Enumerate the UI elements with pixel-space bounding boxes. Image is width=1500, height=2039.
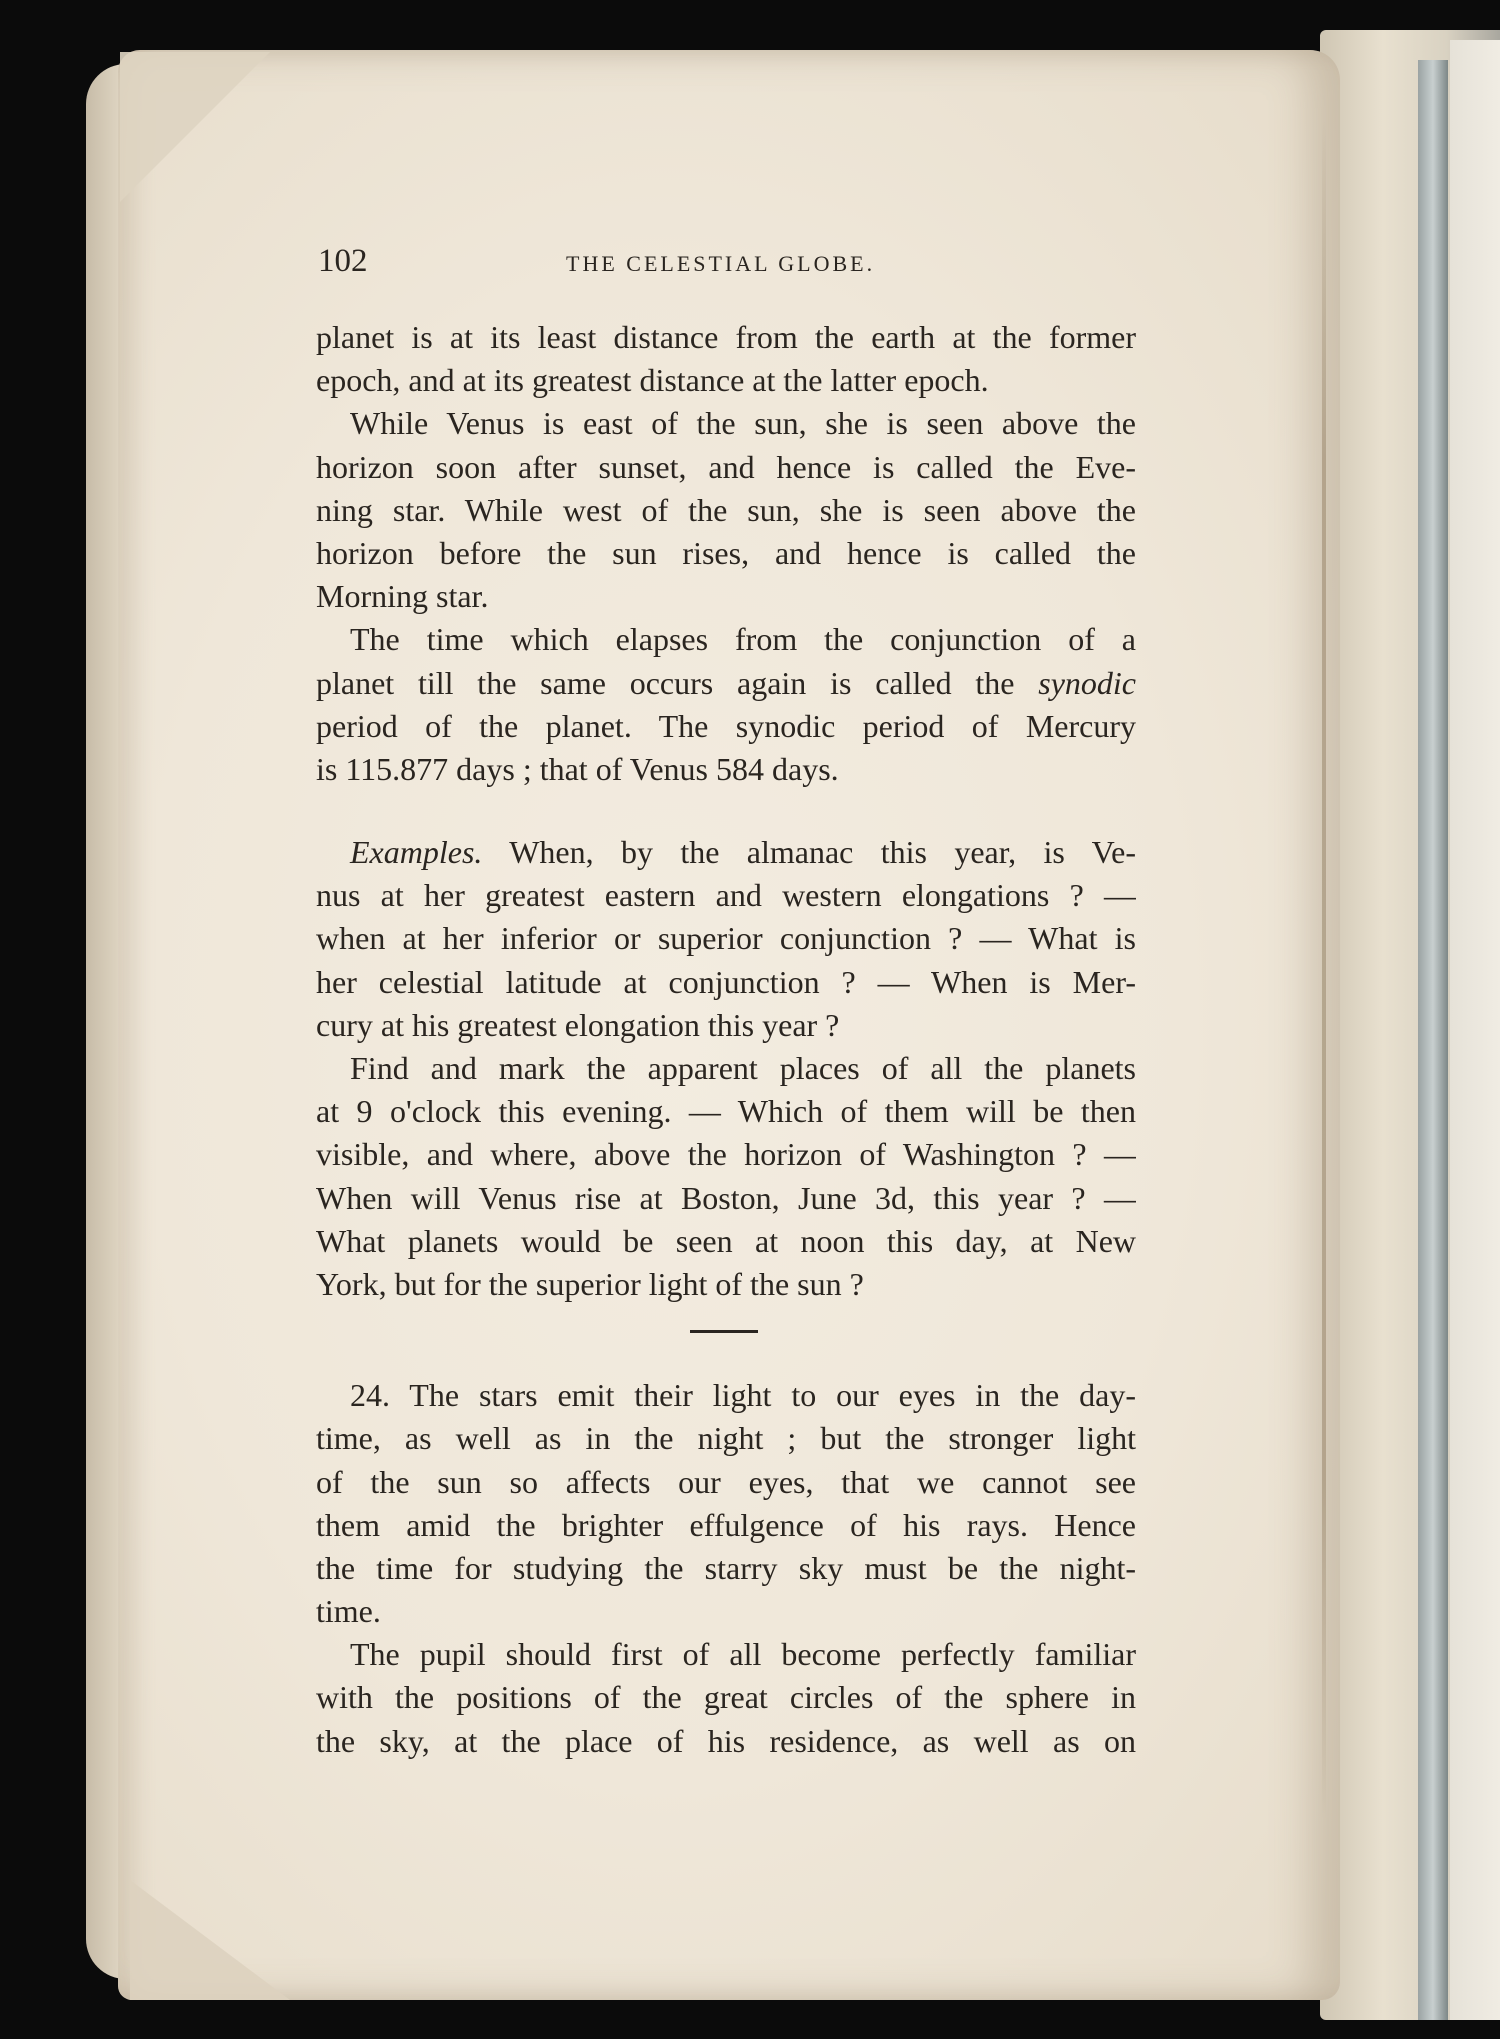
text-line: with the positions of the great circles of the sphere in xyxy=(316,1679,1136,1716)
page-number: 102 xyxy=(318,243,368,279)
text-line xyxy=(316,662,1136,705)
text-line: When will Venus rise at Boston, June 3d, this year ? — xyxy=(316,1179,1136,1216)
section-rule xyxy=(690,1330,758,1333)
dog-ear-bottom-corner xyxy=(130,1880,290,2000)
text-line: Morning star. xyxy=(316,578,489,615)
text-line: 24. The stars emit their light to our eyes in the day- xyxy=(350,1377,1136,1414)
text-line: them amid the brighter effulgence of his rays. Hence xyxy=(316,1506,1136,1543)
text-line: What planets would be seen at noon this day, at New xyxy=(316,1222,1136,1259)
dog-ear-top-corner xyxy=(120,52,270,202)
text-line: period of the planet. The synodic period of Mercury xyxy=(316,707,1136,744)
facing-page-gutter-strip xyxy=(1418,60,1448,2020)
facing-page-margin xyxy=(1450,40,1500,2020)
text-line: time, as well as in the night ; but the stronger light xyxy=(316,1420,1136,1457)
text-fragment: planet till the same occurs again is called the xyxy=(316,664,1039,701)
text-line: nus at her greatest eastern and western elongations ? — xyxy=(316,877,1136,914)
text-line: at 9 o'clock this evening. — Which of them will be then xyxy=(316,1093,1136,1130)
text-line: is 115.877 days ; that of Venus 584 days. xyxy=(316,750,839,787)
text-line: planet is at its least distance from the earth at the former xyxy=(316,319,1136,355)
text-line: the sky, at the place of his residence, as well as on xyxy=(316,1722,1136,1759)
text-line: time. xyxy=(316,1593,381,1630)
text-line: York, but for the superior light of the sun ? xyxy=(316,1265,864,1302)
text-line: when at her inferior or superior conjunction ? — What is xyxy=(316,920,1136,957)
text-line: ning star. While west of the sun, she is seen above the xyxy=(316,491,1136,528)
italic-term: synodic xyxy=(1038,664,1136,701)
text-line: horizon soon after sunset, and hence is called the Eve- xyxy=(316,448,1136,485)
text-line: The pupil should first of all become perfectly familiar xyxy=(350,1636,1136,1673)
text-line: epoch, and at its greatest distance at the latter epoch. xyxy=(316,362,989,399)
paragraph-spacer xyxy=(316,791,1136,831)
text-line xyxy=(316,831,1136,874)
running-head xyxy=(318,243,1138,283)
text-line: While Venus is east of the sun, she is seen above the xyxy=(350,405,1136,442)
text-line: horizon before the sun rises, and hence is called the xyxy=(316,534,1136,571)
text-line: visible, and where, above the horizon of Washington ? — xyxy=(316,1136,1136,1173)
section-break xyxy=(316,1306,1136,1374)
text-line: Find and mark the apparent places of all the planets xyxy=(350,1050,1136,1086)
text-line: of the sun so affects our eyes, that we cannot see xyxy=(316,1463,1136,1500)
examples-label: Examples. xyxy=(350,834,483,871)
text-line: cury at his greatest elongation this year ? xyxy=(316,1006,840,1043)
gutter-shadow xyxy=(1322,120,1326,1820)
text-line: the time for studying the starry sky must be the night- xyxy=(316,1549,1136,1586)
text-line: her celestial latitude at conjunction ? — When is Mer- xyxy=(316,963,1136,1000)
body-text xyxy=(316,316,1136,1763)
text-fragment: When, by the almanac this year, is Ve- xyxy=(482,834,1136,871)
running-title: THE CELESTIAL GLOBE. xyxy=(566,251,876,276)
text-line: The time which elapses from the conjunction of a xyxy=(350,621,1136,658)
